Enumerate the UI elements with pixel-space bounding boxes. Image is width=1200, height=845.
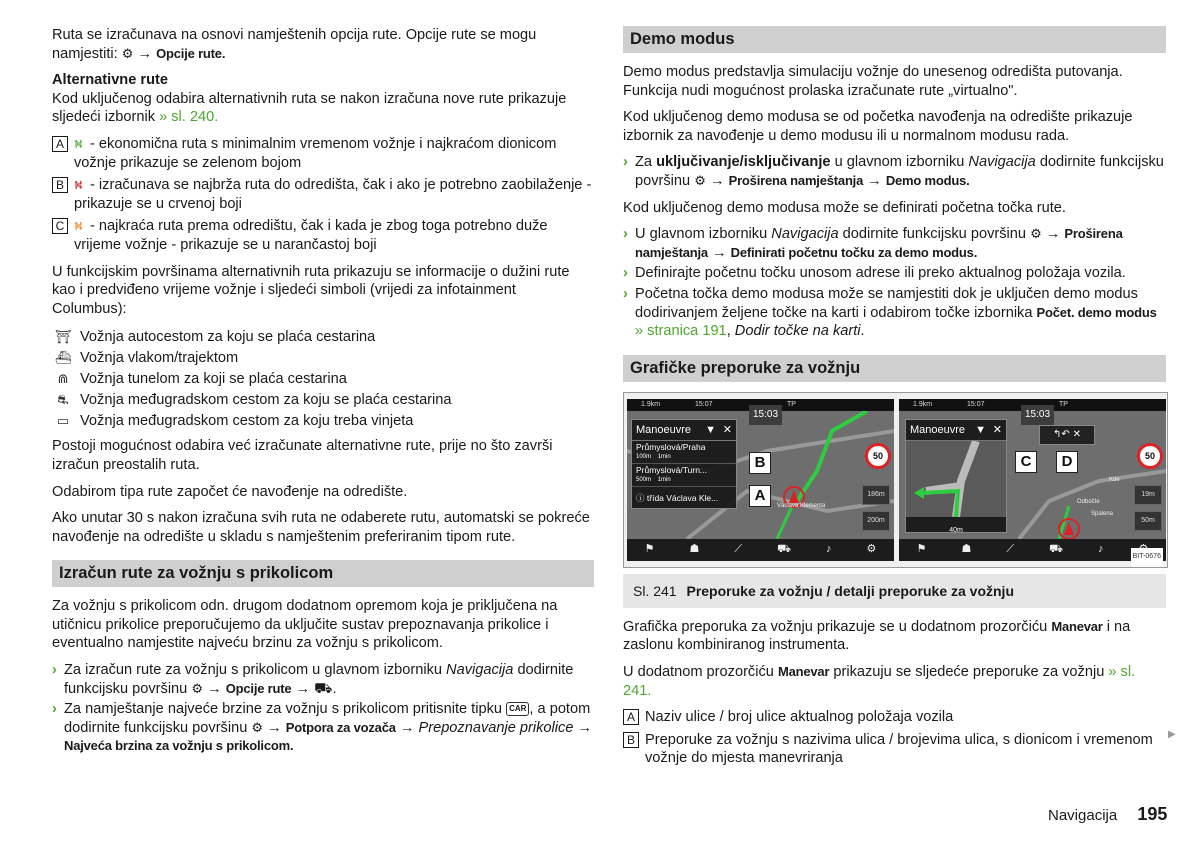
speed-limit-sign: 50 [1137, 443, 1163, 469]
step-arrow-icon: › [623, 285, 628, 302]
turn-left-icon: ↶ [1061, 428, 1070, 440]
manoeuvre-panel [631, 419, 737, 509]
callout-a: A [749, 485, 771, 507]
vignette-icon: ▭ [56, 412, 70, 428]
nav-toolbar [627, 539, 894, 561]
intro-paragraph: Ruta se izračunava na osnovi namještenih opcija rute. Opcije rute se mogu namjestiti: ⚙ → Opcije rute. [52, 27, 537, 62]
tag-label: A [52, 136, 68, 152]
callout-d: D [1056, 451, 1078, 473]
figure-link[interactable]: » sl. 240. [159, 109, 219, 126]
alt-item-c: C ⛕ - najkraća ruta prema odredištu, čak i kada je zbog toga potrebno duže vrijeme vožnje - prikazuje se u narančastoj boji [52, 217, 594, 254]
clock-display: 15:03 [749, 405, 782, 426]
traffic-icon[interactable]: ⛟ [1049, 543, 1063, 556]
distance-button[interactable]: 200m [862, 511, 890, 531]
train-ferry-icon: ⛴ [54, 349, 72, 365]
contacts-icon[interactable]: ☗ [689, 543, 700, 556]
step-arrow-icon: › [52, 662, 57, 679]
nav-screen-2 [899, 399, 1166, 561]
settings-icon: ⚙ [191, 680, 204, 696]
demo-section-heading: Demo modus [623, 26, 1166, 53]
distance-button[interactable]: 186m [862, 485, 890, 505]
demo-step-3: › Definirajte početnu točku unosom adrese ili preko aktualnog položaja vozila. [623, 265, 1126, 282]
tag-label: A [623, 709, 639, 725]
clock-display: 15:03 [1021, 405, 1054, 426]
demo-step-2: › U glavnom izborniku Navigacija dodirnite funkcijsku površinu ⚙ → Proširena namještanja → Definirati početnu točku za demo modus. [623, 226, 1123, 261]
close-icon[interactable]: ✕ [722, 423, 732, 436]
speed-limit-sign: 50 [865, 443, 891, 469]
legend-item-a: A Naziv ulice / broj ulice aktualnog položaja vozila [623, 708, 1166, 727]
trailer-icon: ⛟ [314, 680, 333, 697]
step-arrow-icon: › [623, 226, 628, 243]
symbol-item: ⛐ Vožnja međugradskom cestom za koju se plaća cestarina [52, 389, 594, 410]
figure-241 [623, 392, 1168, 568]
maneuver-row[interactable]: Průmyslová/Turn... 500m 1min [632, 464, 736, 487]
figure-code: BIT-0676 [1131, 548, 1163, 567]
music-icon[interactable]: ♪ [826, 543, 832, 556]
alt-routes-title: Alternativne rute [52, 72, 168, 89]
panel-header: Manoeuvre ▼ ✕ [906, 420, 1006, 441]
callout-b: B [749, 452, 771, 474]
status-bar: 1.9km 15:07 TP [627, 399, 894, 411]
tunnel-icon: ⋒ [57, 370, 69, 386]
settings-icon: ⚙ [121, 45, 134, 61]
nav-toolbar [899, 539, 1166, 561]
step-arrow-icon: › [52, 701, 57, 718]
figure-caption: Sl. 241 Preporuke za vožnju / detalji preporuke za vožnju [623, 574, 1166, 608]
chevron-down-icon[interactable]: ▼ [975, 423, 986, 436]
eco-route-icon: ⛕ [74, 136, 83, 151]
settings-icon: ⚙ [1030, 226, 1042, 242]
x-icon: ✕ [1072, 428, 1081, 440]
trailer-paragraph: Za vožnju s prikolicom odn. drugom dodatnom opremom koja je priključena na utičnicu prikolice preporučujemo da uključite sustav prepoznavanja prikolice i eventualno namjestite najveću brzinu za vožnju s prikolicom. [52, 598, 558, 652]
alt-item-b: B ⛕ - izračunava se najbrža ruta do odredišta, čak i ako je potrebno zaobilaženje - prikazuje se u crvenoj boji [52, 176, 594, 213]
figure-link[interactable]: » sl. 241. [623, 663, 1136, 699]
flag-icon[interactable]: ⚑ [644, 543, 655, 556]
symbol-item: ⛩ Vožnja autocestom za koju se plaća cestarina [52, 326, 594, 347]
step-arrow-icon: › [623, 265, 628, 282]
alt-routes-intro: Kod uključenog odabira alternativnih ruta se nakon izračuna nove rute prikazuje sljedeći izbornik » sl. 240. [52, 90, 567, 126]
already-calc-paragraph: Postoji mogućnost odabira već izračunate alternativne rute, prije no što završi izračun preostalih ruta. [52, 438, 553, 473]
contacts-icon[interactable]: ☗ [961, 543, 972, 556]
callout-c: C [1015, 451, 1037, 473]
gear-icon[interactable]: ⚙ [866, 543, 877, 556]
start-nav-paragraph: Odabirom tipa rute započet će navođenje na odredište. [52, 483, 408, 500]
music-icon[interactable]: ♪ [1098, 543, 1104, 556]
symbol-list [52, 326, 594, 431]
junction-preview [906, 441, 1006, 517]
graphic-paragraph-2: U dodatnom prozorčiću Manevar prikazuju se sljedeće preporuke za vožnju » sl. 241. [623, 663, 1136, 699]
graphic-paragraph-1: Grafička preporuka za vožnju prikazuje se u dodatnom prozorčiću Manevar i na zaslonu kombiniranog instrumenta. [623, 618, 1131, 654]
left-column [52, 26, 594, 758]
nav-screen-1 [627, 399, 894, 561]
footer-section: Navigacija [1048, 807, 1118, 824]
toll-intercity-icon: ⛐ [57, 391, 69, 407]
symbol-item: ▭ Vožnja međugradskom cestom za koju treba vinjeta [52, 410, 594, 431]
distance-button[interactable]: 50m [1134, 511, 1162, 531]
demo-paragraph-1: Demo modus predstavlja simulaciju vožnje do unesenog odredišta putovanja. Funkcija nudi mogućnost prolaska izračunate rute „virtualno". [623, 64, 1123, 99]
maneuver-row[interactable]: Průmyslová/Praha 100m 1min [632, 441, 736, 464]
demo-step-1: › Za uključivanje/isključivanje u glavnom izborniku Navigacija dodirnite funkcijsku površinu ⚙ → Proširena namještanja → Demo modus. [623, 154, 1164, 189]
legend-item-b: B Preporuke za vožnju s nazivima ulica / brojevima ulica, s dionicom i vremenom vožnje do mjesta manevriranja [623, 731, 1166, 768]
distance-button[interactable]: 19m [1134, 485, 1162, 505]
fast-route-icon: ⛕ [74, 178, 83, 193]
route-icon[interactable]: ⟋ [1006, 543, 1015, 556]
flag-icon[interactable]: ⚑ [916, 543, 927, 556]
settings-icon: ⚙ [694, 172, 706, 188]
map-view[interactable]: Odbočte Kde Spalena [899, 411, 1166, 539]
route-icon[interactable]: ⟋ [734, 543, 743, 556]
turn-arrows [1039, 425, 1095, 445]
chevron-down-icon[interactable]: ▼ [705, 423, 716, 436]
continue-arrow-icon: ▶ [1168, 729, 1176, 740]
page-link[interactable]: » stranica 191 [635, 323, 727, 340]
trailer-section-heading: Izračun rute za vožnju s prikolicom [52, 560, 594, 587]
close-icon[interactable]: ✕ [992, 423, 1002, 436]
step-arrow-icon: › [623, 154, 628, 171]
traffic-icon[interactable]: ⛟ [777, 543, 791, 556]
page-number: 195 [1137, 804, 1168, 824]
demo-paragraph-2: Kod uključenog demo modusa se od početka navođenja na odredište prikazuje izbornik za navođenje u demo modusu ili u normalnom modusu rada. [623, 109, 1133, 144]
right-column [623, 26, 1166, 772]
demo-paragraph-3: Kod uključenog demo modusa može se definirati početna točka rute. [623, 199, 1066, 216]
manoeuvre-panel: Manoeuvre ▼ ✕ 40m [905, 419, 1007, 533]
symbol-item: ⛴ Vožnja vlakom/trajektom [52, 347, 594, 368]
current-street: ⓘ třída Václava Kle... [636, 492, 719, 503]
status-bar: 1.9km 15:07 TP [899, 399, 1166, 411]
demo-step-4: › Početna točka demo modusa može se namjestiti dok je uključen demo modus dodirivanjem željene točke na karti i odabirom točke izbornika Počet. demo modus » stranica 191, Dodir točke na karti. [623, 285, 1157, 340]
graphic-section-heading: Grafičke preporuke za vožnju [623, 355, 1166, 382]
tag-label: C [52, 218, 68, 234]
location-icon: ⓘ [636, 492, 645, 503]
alt-item-a: A ⛕ - ekonomična ruta s minimalnim vremenom vožnje i najkraćom dionicom vožnje prikazuje se zelenom bojom [52, 135, 594, 172]
turn-left-icon: ↰ [1053, 428, 1062, 440]
tag-label: B [52, 177, 68, 193]
car-key-icon: CAR [506, 702, 529, 716]
short-route-icon: ⛕ [74, 219, 83, 234]
trailer-step-1: › Za izračun rute za vožnju s prikolicom u glavnom izborniku Navigacija dodirnite funkcijsku površinu ⚙ → Opcije rute → ⛟. [52, 662, 574, 697]
toll-road-icon: ⛩ [54, 328, 72, 344]
tag-label: B [623, 732, 639, 748]
page-footer [1048, 804, 1167, 825]
panel-header: Manoeuvre ▼ ✕ [632, 420, 736, 441]
auto-paragraph: Ako unutar 30 s nakon izračuna svih ruta ne odaberete rutu, automatski se pokreće navođenje na odredište u skladu s namještenim preferiranim tipom rute. [52, 510, 590, 545]
symbol-item: ⋒ Vožnja tunelom za koji se plaća cestarina [52, 368, 594, 389]
settings-icon: ⚙ [251, 719, 264, 735]
map-view[interactable]: Václava Klementa [627, 411, 894, 539]
trailer-step-2: › Za namještanje najveće brzine za vožnju s prikolicom pritisnite tipku CAR , a potom dodirnite funkcijsku površinu ⚙ → Potpora za vozača → Prepoznavanje prikolice → Najveća brzina za vožnju s prikolicom. [52, 700, 594, 756]
info-paragraph: U funkcijskim površinama alternativnih ruta prikazuju se informacije o dužini rute kao i predviđeno vrijeme vožnje i sljedeći simboli (vrijedi za infotainment Columbus): [52, 263, 570, 317]
